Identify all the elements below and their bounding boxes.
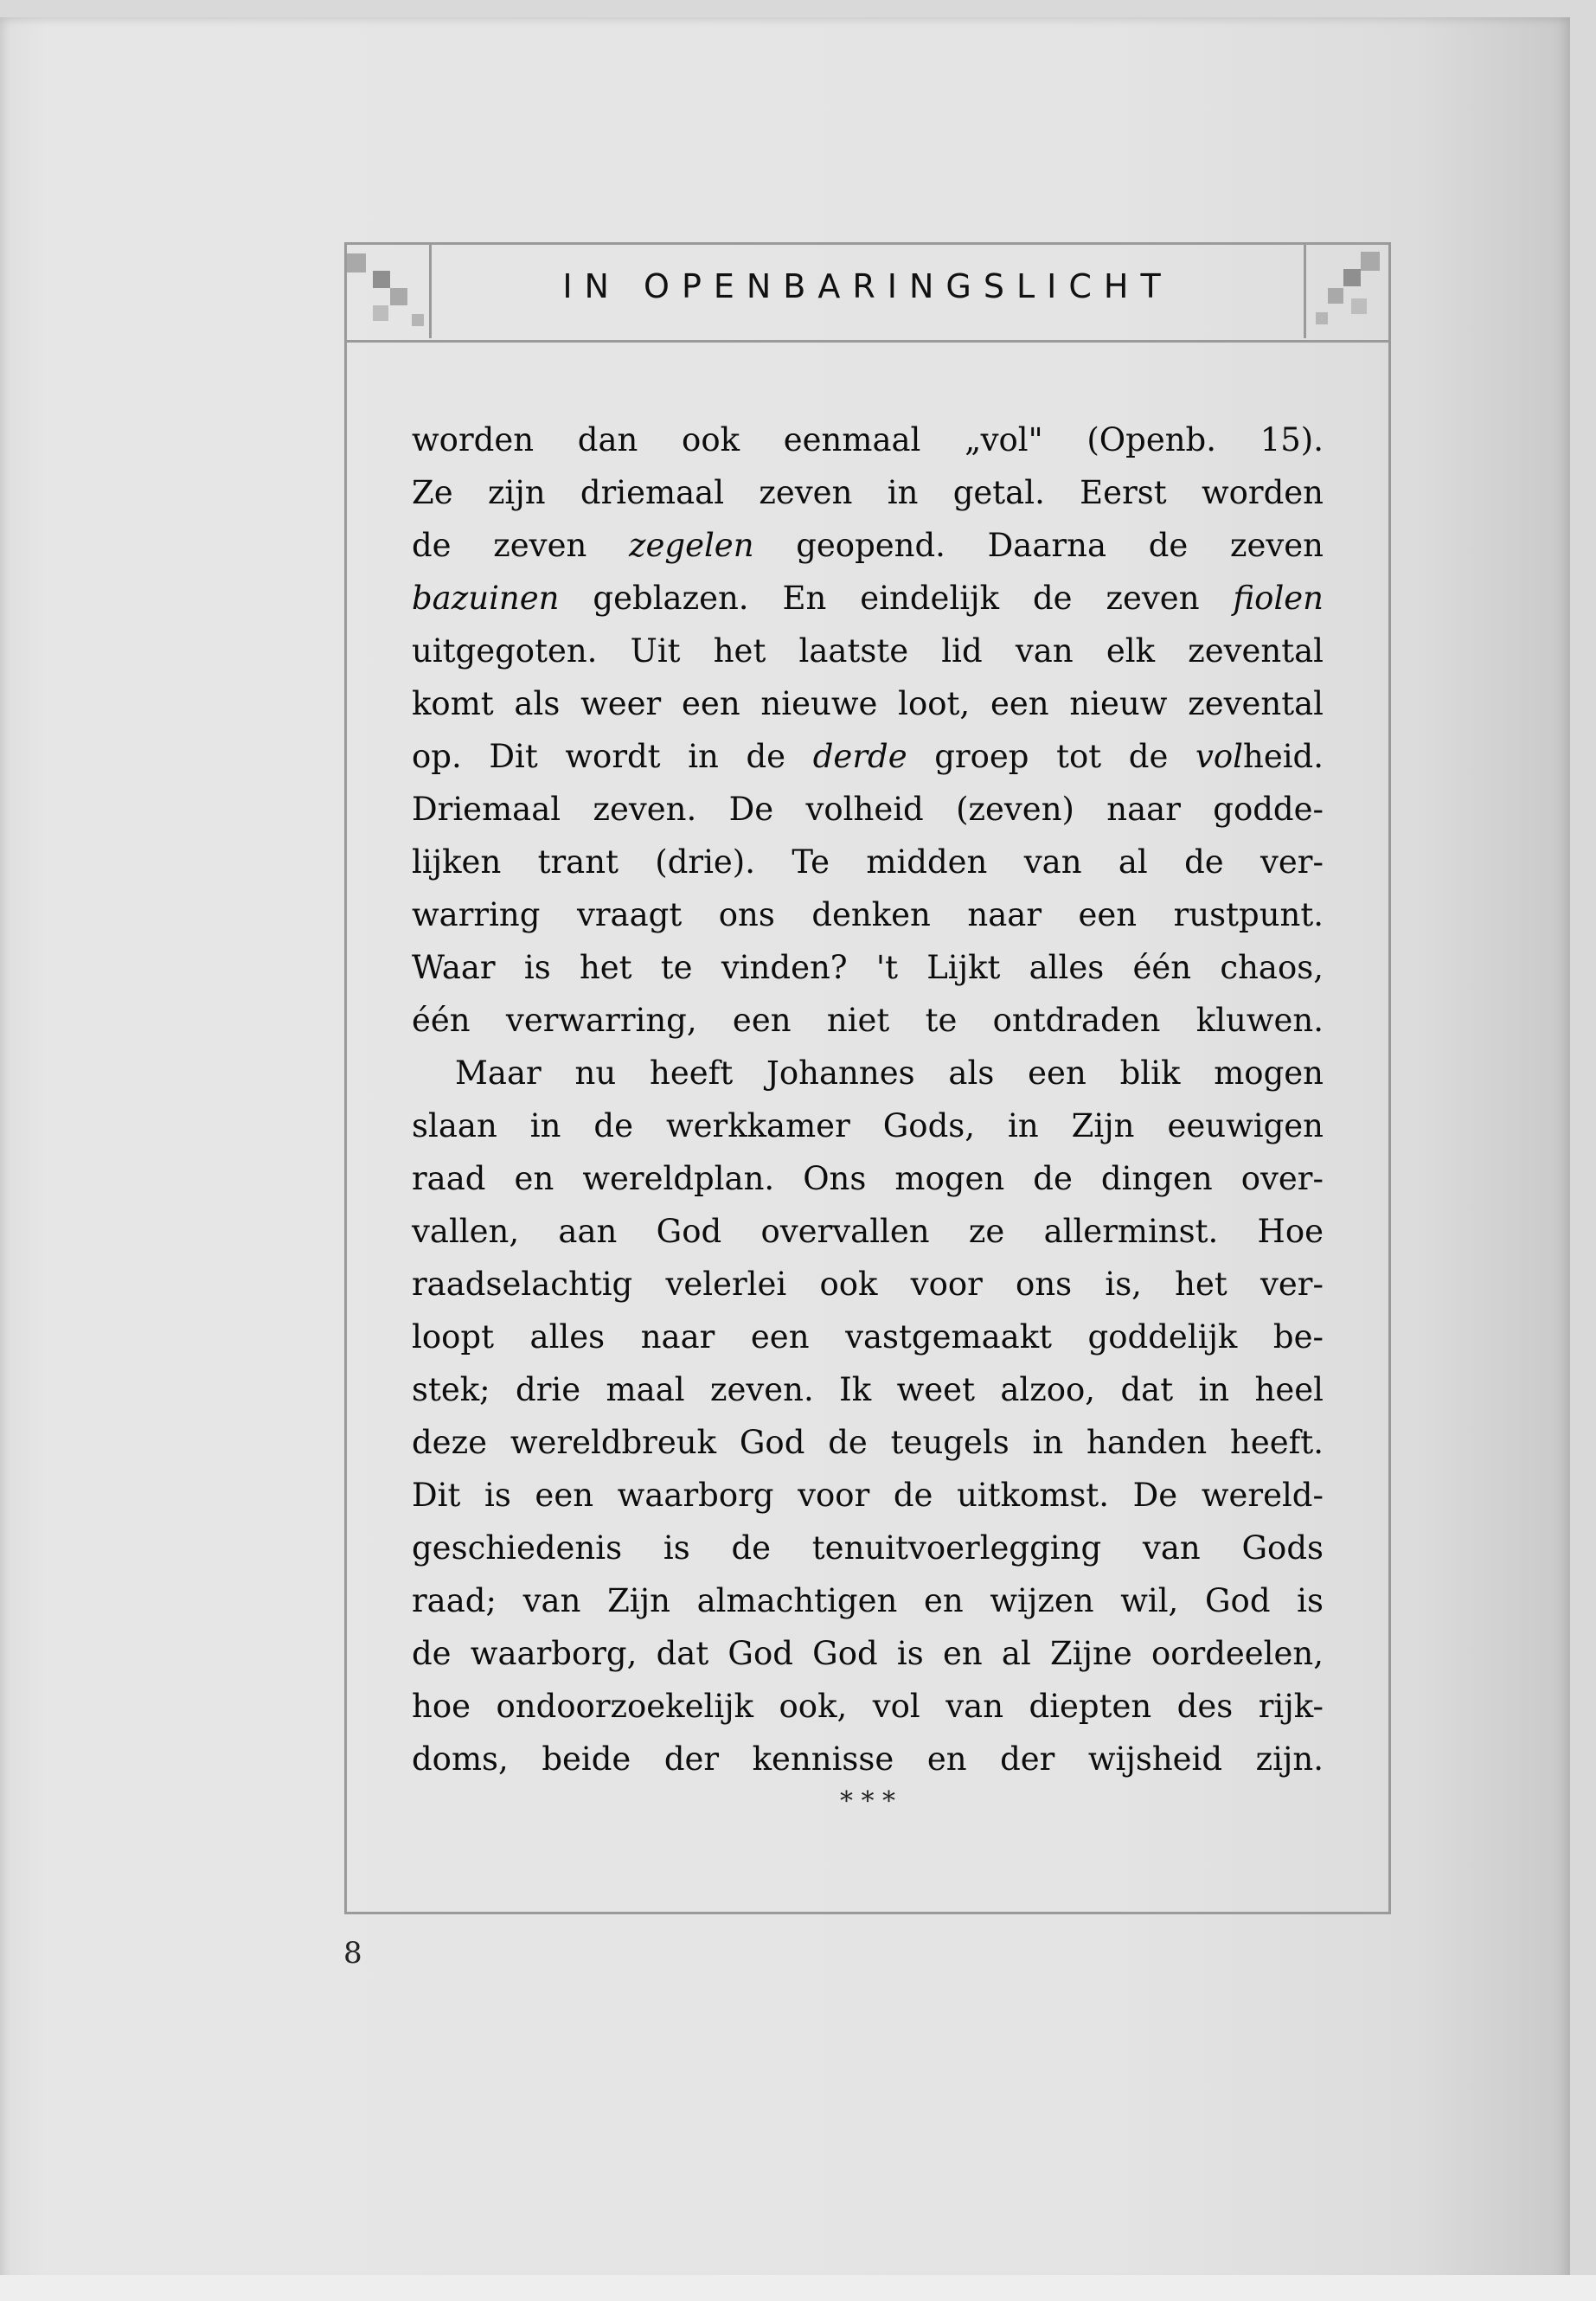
text-line: hoe ondoorzoekelijk ook, vol van diepten des rijk- [412, 1688, 1324, 1725]
text-line: één verwarring, een niet te ontdraden kluwen. [412, 1002, 1324, 1039]
text-line: warring vraagt ons denken naar een rustpunt. [412, 896, 1324, 933]
asterism-ornament: * * * [839, 1786, 896, 1817]
text-line: worden dan ook eenmaal „vol" (Openb. 15). [412, 421, 1324, 458]
text-line: geschiedenis is de tenuitvoerlegging van Gods [412, 1529, 1324, 1567]
text-line: de zeven zegelen geopend. Daarna de zeven [412, 527, 1324, 564]
text-line: loopt alles naar een vastgemaakt goddelijk be- [412, 1318, 1324, 1356]
text-line: de waarborg, dat God God is en al Zijne oordeelen, [412, 1635, 1324, 1672]
header-band [347, 245, 1388, 343]
text-line: uitgegoten. Uit het laatste lid van elk zevental [412, 632, 1324, 670]
text-line: lijken trant (drie). Te midden van al de ver- [412, 843, 1324, 881]
text-line: bazuinen geblazen. En eindelijk de zeven fiolen [412, 580, 1324, 617]
corner-ornament-left [347, 245, 433, 338]
text-line: stek; drie maal zeven. Ik weet alzoo, dat in heel [412, 1371, 1324, 1408]
page-number: 8 [343, 1936, 362, 1971]
text-line: komt als weer een nieuwe loot, een nieuw zevental [412, 685, 1324, 722]
text-line: raad; van Zijn almachtigen en wijzen wil, God is [412, 1582, 1324, 1619]
text-line: Driemaal zeven. De volheid (zeven) naar godde- [412, 791, 1324, 828]
body-text [412, 413, 1324, 1785]
page-frame [344, 242, 1391, 1914]
text-line: Ze zijn driemaal zeven in getal. Eerst worden [412, 474, 1324, 511]
corner-ornament-right [1302, 245, 1388, 338]
text-line: Dit is een waarborg voor de uitkomst. De wereld- [412, 1477, 1324, 1514]
text-line: deze wereldbreuk God de teugels in handen heeft. [412, 1424, 1324, 1461]
text-line: op. Dit wordt in de derde groep tot de volheid. [412, 738, 1324, 775]
running-head: IN OPENBARINGSLICHT [562, 267, 1173, 305]
text-line: doms, beide der kennisse en der wijsheid zijn. [412, 1740, 1324, 1778]
page-bottom-edge [0, 2275, 1596, 2301]
text-line: raad en wereldplan. Ons mogen de dingen over- [412, 1160, 1324, 1197]
text-line: Waar is het te vinden? 't Lijkt alles één chaos, [412, 949, 1324, 986]
text-line-paragraph-start: Maar nu heeft Johannes als een blik mogen [455, 1054, 1324, 1092]
text-line: slaan in de werkkamer Gods, in Zijn eeuwigen [412, 1107, 1324, 1144]
text-line: vallen, aan God overvallen ze allerminst. Hoe [412, 1213, 1324, 1250]
text-line: raadselachtig velerlei ook voor ons is, het ver- [412, 1266, 1324, 1303]
